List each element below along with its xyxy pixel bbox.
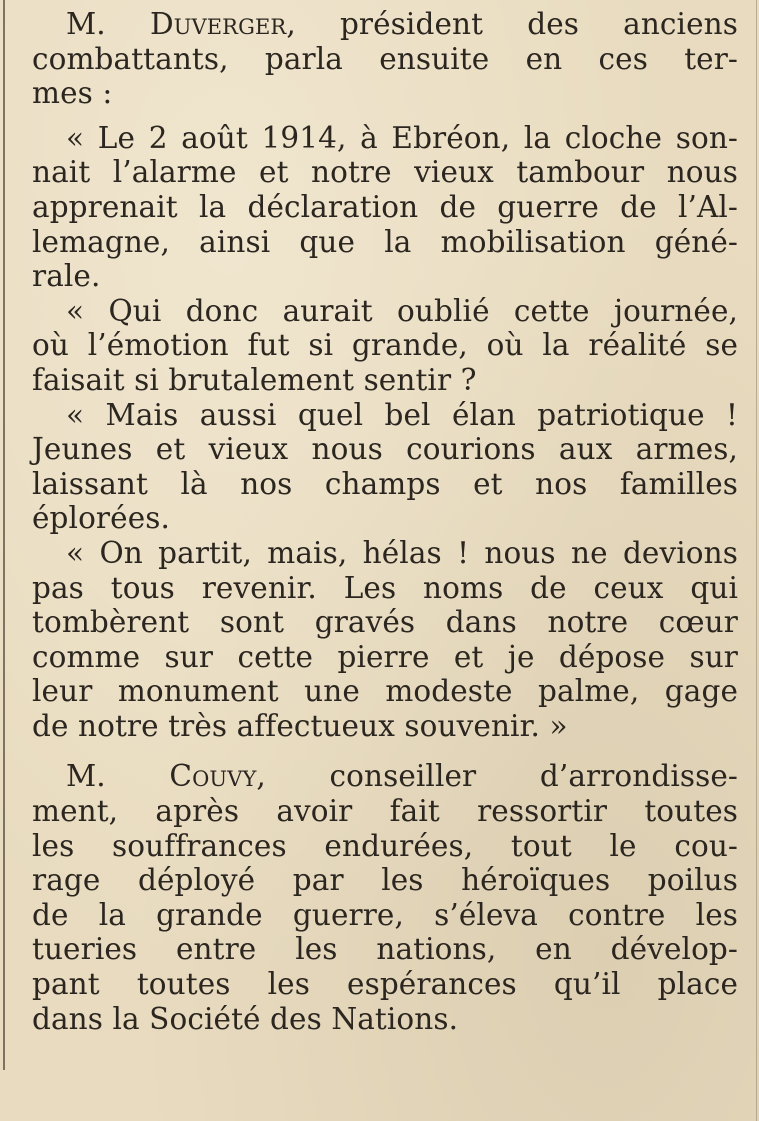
text-line: laissant là nos champs et nos familles (32, 466, 738, 501)
text-line: faisait si brutalement sentir ? (32, 362, 477, 397)
text-line: « Qui donc aurait oublié cette journée, (66, 293, 738, 328)
paragraph-duverger-intro (32, 7, 738, 111)
text-line: mes : (32, 76, 113, 111)
paragraph-gap (32, 111, 738, 121)
column-rule-left (3, 0, 5, 1070)
speaker-name: Couvy (169, 759, 257, 794)
text-line: où l’émotion fut si grande, où la réalité se (32, 328, 738, 363)
honorific: M. (66, 759, 170, 794)
paragraph-quote-4 (32, 536, 738, 744)
text-line: tombèrent sont gravés dans notre cœur (32, 605, 738, 640)
text-line (32, 759, 738, 794)
text-line: de notre très affectueux souvenir. » (32, 708, 568, 743)
text-line: « Le 2 août 1914, à Ebréon, la cloche son- (66, 120, 738, 155)
honorific: M. (66, 7, 150, 41)
text-line: comme sur cette pierre et je dépose sur (32, 639, 738, 674)
text-line: les souffrances endurées, tout le cou- (32, 828, 738, 863)
line-text: , président des anciens (286, 7, 738, 41)
text-line (32, 7, 738, 42)
text-line: rage déployé par les héroïques poilus (32, 863, 738, 898)
text-line: nait l’alarme et notre vieux tambour nous (32, 155, 738, 190)
text-line: tueries entre les nations, en dévelop- (32, 932, 738, 967)
paragraph-couvy (32, 759, 738, 1036)
text-line: éplorées. (32, 501, 170, 536)
paragraph-quote-2 (32, 294, 738, 398)
text-line: lemagne, ainsi que la mobilisation géné- (32, 224, 738, 259)
paragraph-gap (32, 743, 738, 759)
text-line: pas tous revenir. Les noms de ceux qui (32, 570, 738, 605)
text-line: de la grande guerre, s’éleva contre les (32, 897, 738, 932)
speaker-name: Duverger (149, 7, 287, 41)
article-column (32, 7, 738, 1036)
column-rule-right (756, 0, 757, 1121)
text-line: dans la Société des Nations. (32, 1001, 459, 1036)
text-line: « On partit, mais, hélas ! nous ne devions (66, 535, 738, 570)
text-line: combattants, parla ensuite en ces ter- (32, 41, 738, 76)
line-text: , conseiller d’arrondisse- (256, 759, 739, 794)
text-line: pant toutes les espérances qu’il place (32, 967, 738, 1002)
paragraph-quote-1 (32, 121, 738, 294)
text-line: apprenait la déclaration de guerre de l’Al- (32, 189, 738, 224)
text-line: ment, après avoir fait ressortir toutes (32, 794, 738, 829)
text-line: leur monument une modeste palme, gage (32, 674, 738, 709)
text-line: « Mais aussi quel bel élan patriotique ! (66, 397, 738, 432)
paragraph-quote-3 (32, 398, 738, 536)
text-line: rale. (32, 259, 101, 294)
text-line: Jeunes et vieux nous courions aux armes, (32, 432, 738, 467)
